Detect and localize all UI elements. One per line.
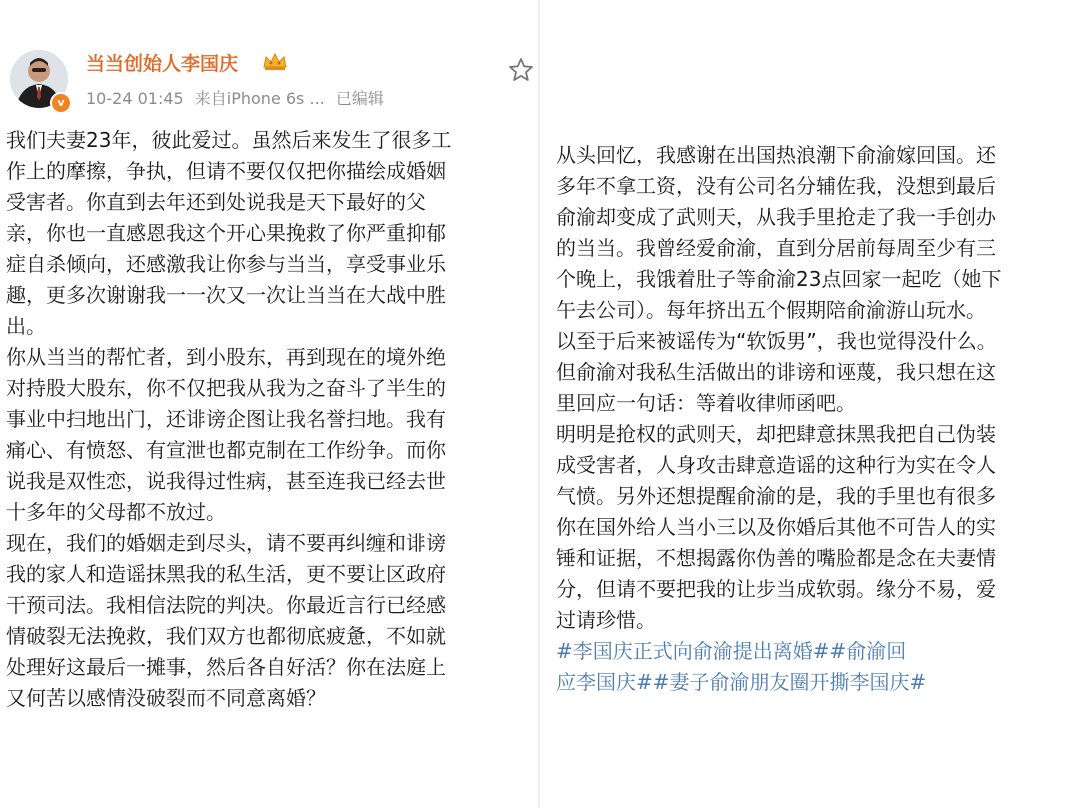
text-line: 我的家人和造谣抹黑我的私生活，更不要让区政府 — [6, 562, 446, 586]
text-line: 明明是抢权的武则天，却把肆意抹黑我把自己伪装 — [556, 422, 996, 446]
text-line: 锤和证据，不想揭露你伪善的嘴脸都是念在夫妻情 — [556, 546, 996, 570]
text-line: 你从当当的帮忙者，到小股东，再到现在的境外绝 — [6, 345, 446, 369]
text-line: 作上的摩擦，争执，但请不要仅仅把你描绘成婚姻 — [6, 159, 446, 183]
author-name[interactable]: 当当创始人李国庆 — [86, 53, 239, 75]
text-line: 过请珍惜。 — [556, 608, 656, 632]
text-line: 处理好这最后一摊事，然后各自好活？你在法庭上 — [6, 655, 446, 679]
post-time: 10-24 01:45 — [86, 89, 184, 108]
text-line: 说我是双性恋，说我得过性病，甚至连我已经去世 — [6, 469, 446, 493]
text-line: 俞渝却变成了武则天，从我手里抢走了我一手创办 — [556, 205, 996, 229]
right-page — [540, 0, 1080, 808]
text-line: 里回应一句话：等着收律师函吧。 — [556, 391, 856, 415]
post-body-right — [556, 140, 1076, 698]
post-body-left — [6, 125, 536, 714]
text-line: 干预司法。我相信法院的判决。你最近言行已经感 — [6, 593, 446, 617]
text-line: 从头回忆，我感谢在出国热浪潮下俞渝嫁回国。还 — [556, 143, 996, 167]
text-line: 成受害者，人身攻击肆意造谣的这种行为实在令人 — [556, 453, 996, 477]
text-line: 个晚上，我饿着肚子等俞渝23点回家一起吃（她下 — [556, 267, 1002, 291]
verified-badge-icon: v — [50, 92, 72, 114]
text-line: 分，但请不要把我的让步当成软弱。缘分不易，爱 — [556, 577, 996, 601]
text-line: 但俞渝对我私生活做出的诽谤和诬蔑，我只想在这 — [556, 360, 996, 384]
text-line: 现在，我们的婚姻走到尽头，请不要再纠缠和诽谤 — [6, 531, 446, 555]
hashtag-links[interactable]: #李国庆正式向俞渝提出离婚##俞渝回 — [556, 639, 907, 663]
text-line: 又何苦以感情没破裂而不同意离婚？ — [6, 686, 326, 710]
crown-icon — [262, 51, 288, 71]
text-line: 多年不拿工资，没有公司名分辅佐我，没想到最后 — [556, 174, 996, 198]
text-line: 的当当。我曾经爱俞渝，直到分居前每周至少有三 — [556, 236, 996, 260]
hashtag-links[interactable]: 应李国庆##妻子俞渝朋友圈开撕李国庆# — [556, 670, 927, 694]
text-line: 症自杀倾向，还感激我让你参与当当，享受事业乐 — [6, 252, 446, 276]
text-line: 亲，你也一直感恩我这个开心果挽救了你严重抑郁 — [6, 221, 446, 245]
text-line: 对持股大股东，你不仅把我从我为之奋斗了半生的 — [6, 376, 446, 400]
text-line: 你在国外给人当小三以及你婚后其他不可告人的实 — [556, 515, 996, 539]
text-line: 情破裂无法挽救，我们双方也都彻底疲惫，不如就 — [6, 624, 446, 648]
text-line: 以至于后来被谣传为“软饭男”，我也觉得没什么。 — [556, 329, 997, 353]
text-line: 十多年的父母都不放过。 — [6, 500, 226, 524]
star-icon[interactable] — [508, 57, 534, 83]
text-line: 趣，更多次谢谢我一一次又一次让当当在大战中胜 — [6, 283, 446, 307]
text-line: 受害者。你直到去年还到处说我是天下最好的父 — [6, 190, 426, 214]
post-source[interactable]: 来自iPhone 6s ... — [194, 89, 325, 108]
text-line: 事业中扫地出门，还诽谤企图让我名誉扫地。我有 — [6, 407, 446, 431]
text-line: 痛心、有愤怒、有宣泄也都克制在工作纷争。而你 — [6, 438, 446, 462]
text-line: 出。 — [6, 314, 46, 338]
text-line: 气愤。另外还想提醒俞渝的是，我的手里也有很多 — [556, 484, 996, 508]
edited-label[interactable]: 已编辑 — [335, 89, 384, 108]
post-meta — [86, 86, 390, 109]
text-line: 午去公司）。每年挤出五个假期陪俞渝游山玩水。 — [556, 298, 986, 322]
text-line: 我们夫妻23年，彼此爱过。虽然后来发生了很多工 — [6, 128, 452, 152]
